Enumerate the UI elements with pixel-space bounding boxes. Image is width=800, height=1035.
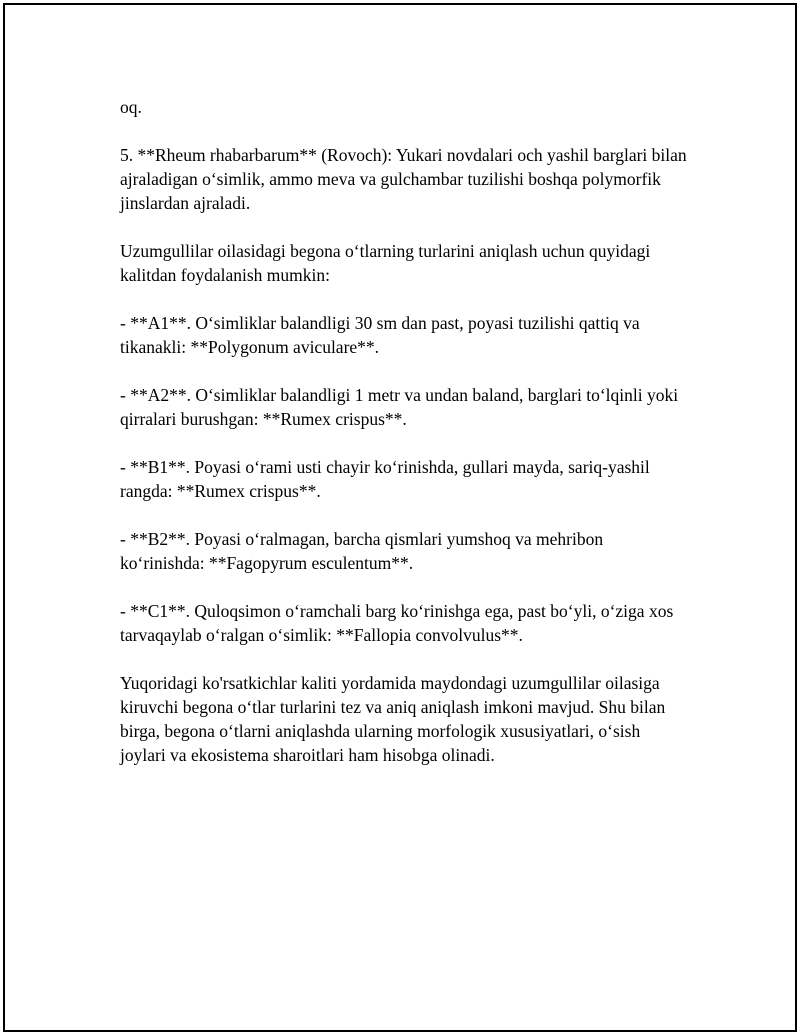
paragraph: - **B2**. Poyasi o‘ralmagan, barcha qismlari yumshoq va mehribon ko‘rinishda: **Fagopyrum esculentum**. [120, 529, 604, 573]
paragraph: oq. [120, 97, 142, 117]
paragraph: - **A1**. O‘simliklar balandligi 30 sm dan past, poyasi tuzilishi qattiq va tikanakli: **Polygonum aviculare**. [120, 313, 640, 357]
paragraph: - **B1**. Poyasi o‘rami usti chayir ko‘rinishda, gullari mayda, sariq-yashil rangda: **Rumex crispus**. [120, 457, 650, 501]
paragraph: Yuqoridagi ko'rsatkichlar kaliti yordamida maydondagi uzumgullilar oilasiga kiruvchi begona o‘tlar turlarini tez va aniq aniqlash imkoni mavjud. Shu bilan birga, begona o‘tlarni aniqlashda ularning morfologik xususiyatlari, o‘sish joylari va ekosistema sharoitlari ham hisobga olinadi. [120, 673, 666, 765]
paragraph: - **C1**. Quloqsimon o‘ramchali barg ko‘rinishga ega, past bo‘yli, o‘ziga xos tarvaqaylab o‘ralgan o‘simlik: **Fallopia convolvulus**. [120, 601, 674, 645]
paragraph: Uzumgullilar oilasidagi begona o‘tlarning turlarini aniqlash uchun quyidagi kalitdan foydalanish mumkin: [120, 241, 651, 285]
document-page [3, 3, 797, 1032]
paragraph: - **A2**. O‘simliklar balandligi 1 metr va undan baland, barglari to‘lqinli yoki qirralari burushgan: **Rumex crispus**. [120, 385, 679, 429]
document-body [120, 95, 690, 791]
paragraph: 5. **Rheum rhabarbarum** (Rovoch): Yukari novdalari och yashil barglari bilan ajraladigan o‘simlik, ammo meva va gulchambar tuzilishi boshqa polymorfik jinslardan ajraladi. [120, 145, 687, 213]
